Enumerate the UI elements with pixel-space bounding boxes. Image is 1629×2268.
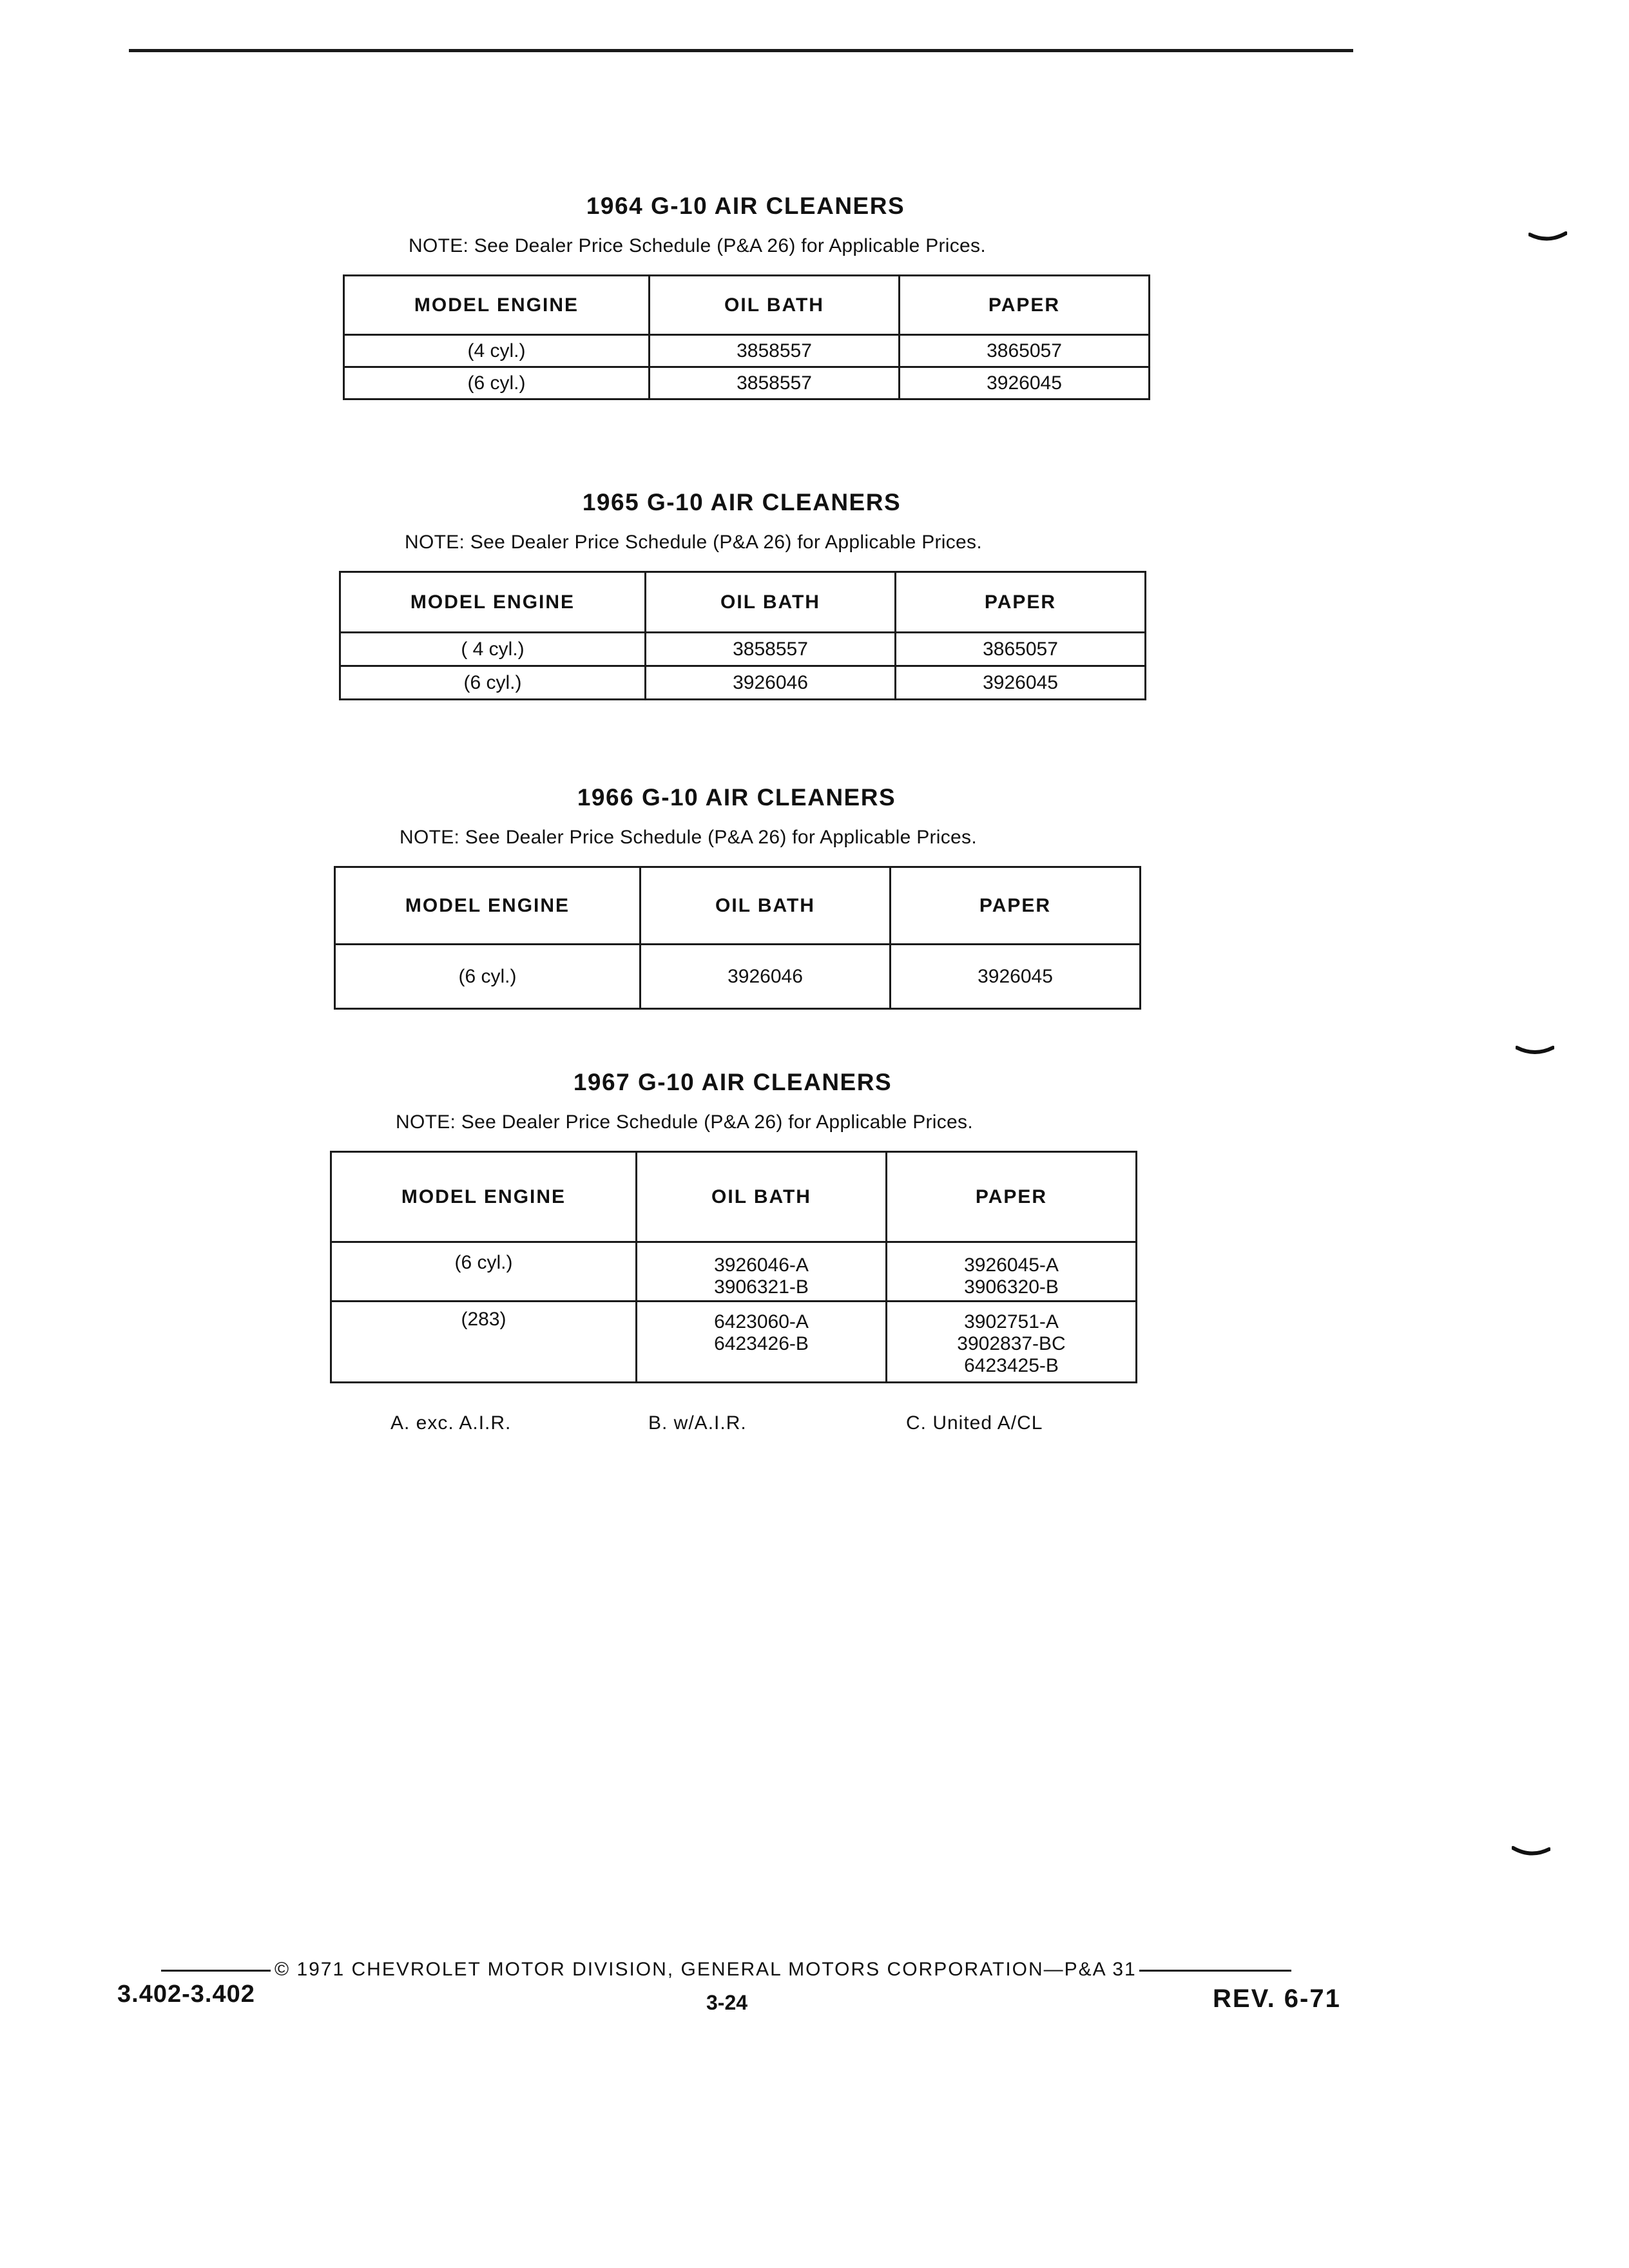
section-note: NOTE: See Dealer Price Schedule (P&A 26) for Applicable Prices. <box>405 532 982 553</box>
page-code: 3.402-3.402 <box>117 1981 255 2008</box>
section-title: 1966 G-10 AIR CLEANERS <box>577 784 896 811</box>
binder-mark-icon <box>1512 1844 1550 1860</box>
part-number: 3906320-B <box>964 1276 1059 1298</box>
part-number: 6423425-B <box>964 1355 1059 1376</box>
table-row <box>335 945 1141 1009</box>
header-oil-bath: OIL BATH <box>641 867 891 945</box>
part-number: 3926045-A <box>964 1254 1059 1276</box>
engine-cell: (6 cyl.) <box>335 945 641 1009</box>
engine-cell: (6 cyl.) <box>344 367 650 399</box>
part-number: 3902837-BC <box>957 1333 1066 1354</box>
section-note: NOTE: See Dealer Price Schedule (P&A 26) for Applicable Prices. <box>400 827 977 848</box>
footnotes <box>390 1412 1138 1445</box>
revision-label: REV. 6-71 <box>1213 1984 1341 2013</box>
air-cleaner-table <box>330 1151 1137 1383</box>
part-number: 3926046-A <box>714 1254 809 1276</box>
paper-cell: 3926045 <box>896 666 1146 700</box>
footnote-c: C. United A/CL <box>906 1412 1043 1434</box>
engine-label: (6 cyl.) <box>454 1252 513 1273</box>
engine-cell: ( 4 cyl.) <box>340 633 646 666</box>
section-1964 <box>343 188 1148 400</box>
paper-cell: 3865057 <box>900 335 1150 367</box>
oil-bath-cell: 3926046 <box>641 945 891 1009</box>
header-oil-bath: OIL BATH <box>637 1152 887 1242</box>
oil-bath-cell: 3858557 <box>650 367 900 399</box>
engine-label: (283) <box>461 1309 506 1330</box>
table-header-row <box>335 867 1141 945</box>
binder-mark-icon <box>1516 1043 1554 1058</box>
part-number: 6423060-A <box>714 1311 809 1332</box>
oil-bath-cell: 3858557 <box>650 335 900 367</box>
paper-cell <box>887 1302 1137 1383</box>
header-oil-bath: OIL BATH <box>646 572 896 633</box>
top-rule <box>129 49 1353 52</box>
footer-rule-left <box>161 1970 271 1972</box>
header-model-engine: MODEL ENGINE <box>331 1152 637 1242</box>
section-1966 <box>334 780 1139 1010</box>
table-row <box>340 633 1146 666</box>
table-row <box>331 1242 1137 1302</box>
oil-bath-cell: 3858557 <box>646 633 896 666</box>
footnote-b: B. w/A.I.R. <box>648 1412 747 1434</box>
table-header-row <box>344 276 1150 335</box>
part-number: 6423426-B <box>714 1333 809 1354</box>
header-model-engine: MODEL ENGINE <box>335 867 641 945</box>
paper-cell: 3865057 <box>896 633 1146 666</box>
part-number: 3902751-A <box>964 1311 1059 1332</box>
footer-copyright: © 1971 CHEVROLET MOTOR DIVISION, GENERAL MOTORS CORPORATION—P&A 31 <box>275 1959 1137 1980</box>
engine-cell: (6 cyl.) <box>340 666 646 700</box>
engine-cell: (4 cyl.) <box>344 335 650 367</box>
header-oil-bath: OIL BATH <box>650 276 900 335</box>
section-1967 <box>330 1064 1135 1383</box>
section-note: NOTE: See Dealer Price Schedule (P&A 26) for Applicable Prices. <box>409 235 986 256</box>
table-row <box>344 367 1150 399</box>
table-header-row <box>331 1152 1137 1242</box>
section-title: 1967 G-10 AIR CLEANERS <box>573 1069 892 1095</box>
section-title: 1965 G-10 AIR CLEANERS <box>582 489 901 515</box>
section-1965 <box>339 485 1144 700</box>
header-paper: PAPER <box>887 1152 1137 1242</box>
air-cleaner-table <box>334 866 1141 1010</box>
air-cleaner-table <box>339 571 1146 700</box>
oil-bath-cell <box>637 1242 887 1302</box>
table-row <box>340 666 1146 700</box>
table-header-row <box>340 572 1146 633</box>
paper-cell: 3926045 <box>900 367 1150 399</box>
footer-copyright-line <box>161 1959 1353 1988</box>
binder-mark-icon <box>1528 229 1567 245</box>
air-cleaner-table <box>343 274 1150 400</box>
engine-cell <box>331 1242 637 1302</box>
footnote-a: A. exc. A.I.R. <box>390 1412 512 1434</box>
header-model-engine: MODEL ENGINE <box>344 276 650 335</box>
table-row <box>331 1302 1137 1383</box>
header-model-engine: MODEL ENGINE <box>340 572 646 633</box>
oil-bath-cell: 3926046 <box>646 666 896 700</box>
header-paper: PAPER <box>896 572 1146 633</box>
section-note: NOTE: See Dealer Price Schedule (P&A 26) for Applicable Prices. <box>396 1111 973 1133</box>
engine-cell <box>331 1302 637 1383</box>
footer-rule-right <box>1139 1970 1291 1972</box>
paper-cell <box>887 1242 1137 1302</box>
section-title: 1964 G-10 AIR CLEANERS <box>586 193 905 219</box>
paper-cell: 3926045 <box>891 945 1141 1009</box>
part-number: 3906321-B <box>714 1276 809 1298</box>
oil-bath-cell <box>637 1302 887 1383</box>
header-paper: PAPER <box>900 276 1150 335</box>
table-row <box>344 335 1150 367</box>
page-number: 3-24 <box>706 1991 748 2014</box>
header-paper: PAPER <box>891 867 1141 945</box>
